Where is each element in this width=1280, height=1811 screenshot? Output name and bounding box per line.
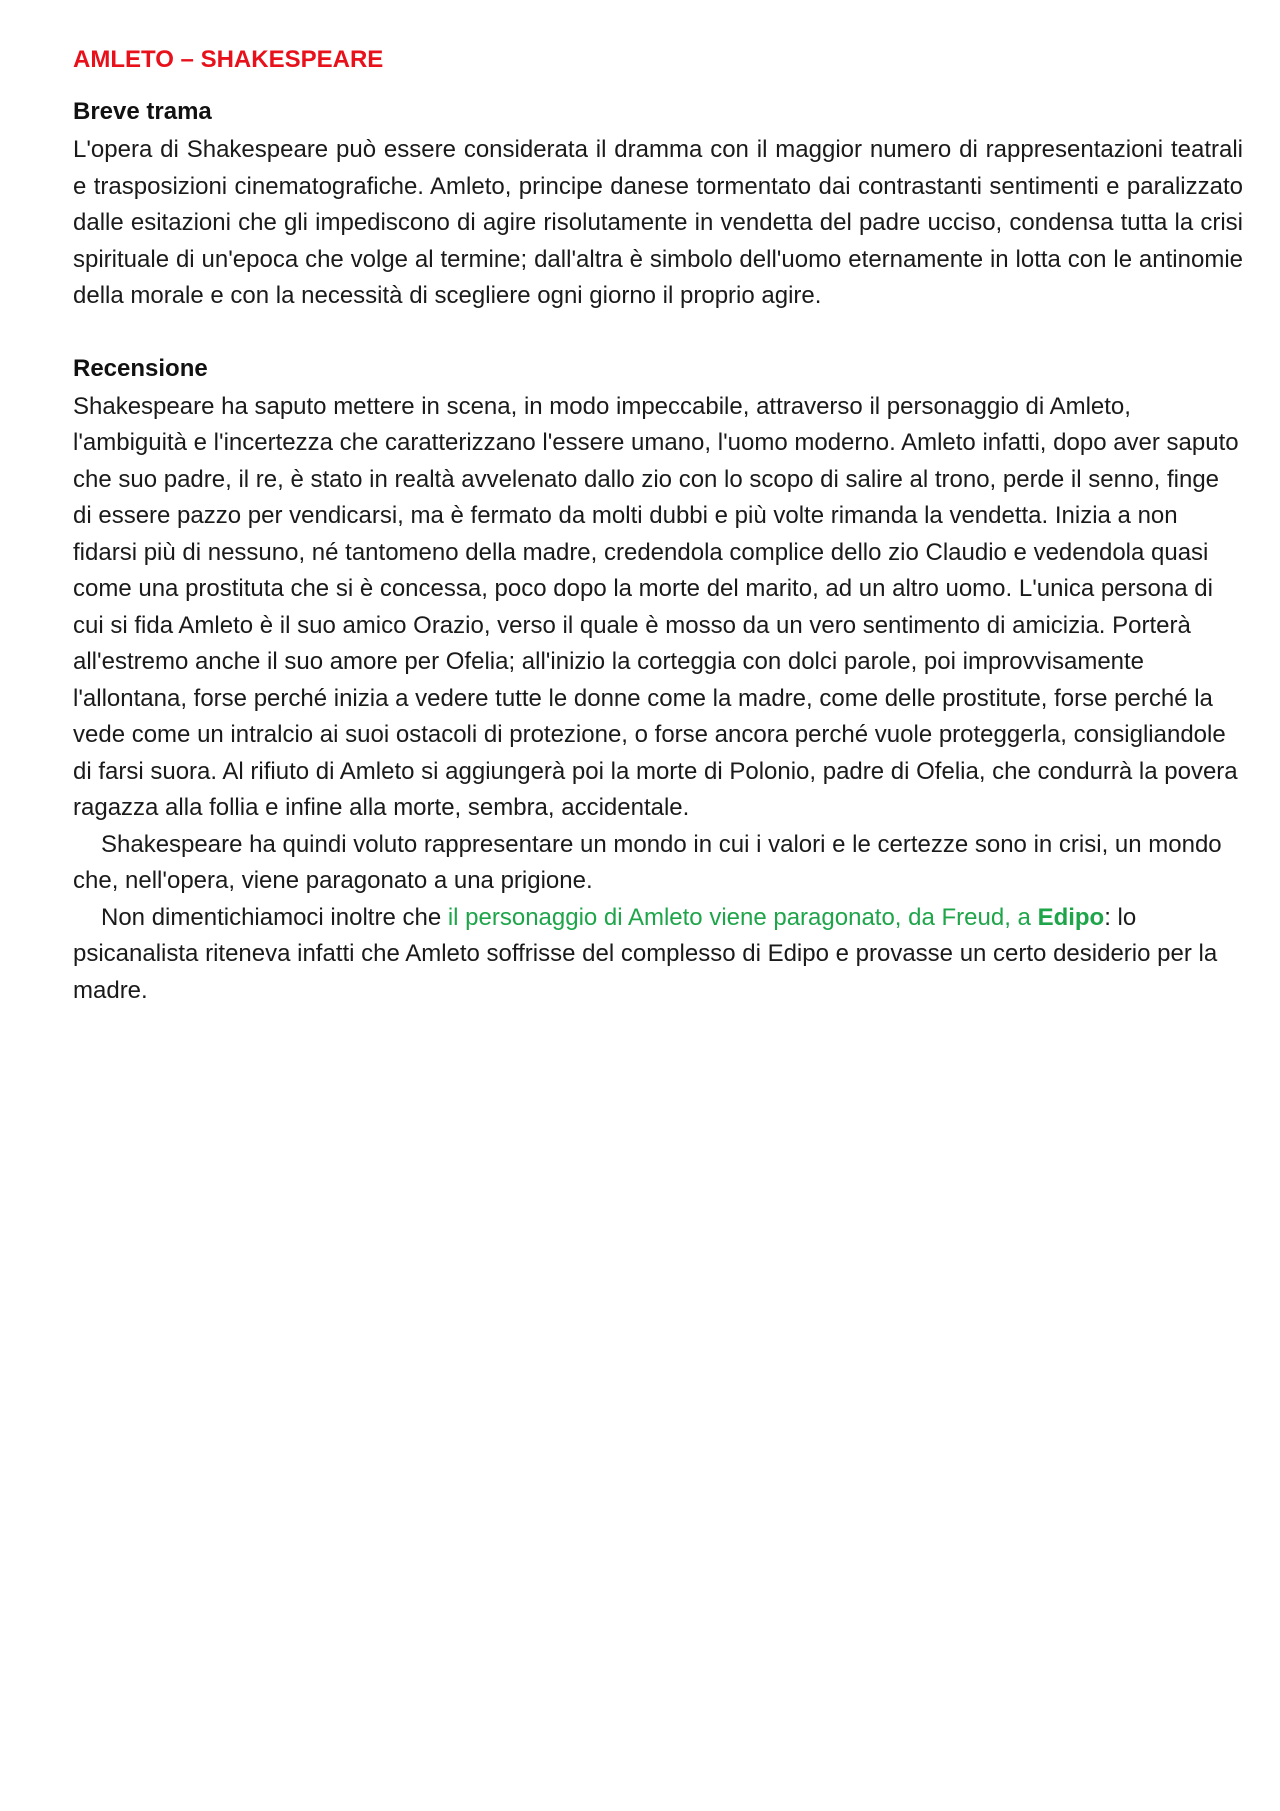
freud-highlight: il personaggio di Amleto viene paragonato, da Freud, a (447, 903, 1038, 931)
review-paragraph-3 (73, 900, 1243, 1010)
edipo-highlight: Edipo (1037, 903, 1105, 931)
review-paragraph-1: Shakespeare ha saputo mettere in scena, in modo impeccabile, attraverso il personaggio di Amleto, l'ambiguità e l'incertezza che caratterizzano l'essere umano, l'uomo moderno. Amleto infatti, dopo aver saputo che suo padre, il re, è stato in realtà avvelenato dallo zio con lo scopo di salire al trono, perde il senno, finge di essere pazzo per vendicarsi, ma è fermato da molti dubbi e più volte rimanda la vendetta. Inizia a non fidarsi più di nessuno, né tantomeno della madre, credendola complice dello zio Claudio e vedendola quasi come una prostituta che si è concessa, poco dopo la morte del marito, ad un altro uomo. L'unica persona di cui si fida Amleto è il suo amico Orazio, verso il quale è mosso da un vero sentimento di amicizia. Porterà all'estremo anche il suo amore per Ofelia; all'inizio la corteggia con dolci parole, poi improvvisamente l'allontana, forse perché inizia a vedere tutte le donne come la madre, come delle prostitute, forse perché la vede come un intralcio ai suoi ostacoli di protezione, o forse ancora perché vuole proteggerla, consigliandole di farsi suora. Al rifiuto di Amleto si aggiungerà poi la morte di Polonio, padre di Ofelia, che condurrà la povera ragazza alla follia e infine alla morte, sembra, accidentale. (73, 392, 1239, 821)
plot-paragraph: L'opera di Shakespeare può essere considerata il dramma con il maggior numero di rappresentazioni teatrali e trasposizioni cinematografiche. Amleto, principe danese tormentato dai contrastanti sentimenti e paralizzato dalle esitazioni che gli impediscono di agire risolutamente in vendetta del padre ucciso, condensa tutta la crisi spirituale di un'epoca che volge al termine; dall'altra è simbolo dell'uomo eternamente in lotta con le antinomie della morale e con la necessità di scegliere ogni giorno il proprio agire. (73, 136, 1243, 309)
section-spacer (73, 315, 1243, 353)
review-paragraph-2: Shakespeare ha quindi voluto rappresentare un mondo in cui i valori e le certezze sono in crisi, un mondo che, nell'opera, viene paragonato a una prigione. (73, 830, 1222, 894)
review-paragraph-3-rest: : lo psicanalista riteneva infatti che Amleto soffrisse del complesso di Edipo e provasse un certo desiderio per la madre. (73, 903, 1218, 1004)
document-page (73, 44, 1243, 1009)
document-title: AMLETO – SHAKESPEARE (73, 46, 384, 73)
plot-heading: Breve trama (73, 98, 212, 125)
review-heading: Recensione (73, 354, 208, 382)
review-paragraph-3-intro: Non dimentichiamoci inoltre che (101, 903, 448, 931)
